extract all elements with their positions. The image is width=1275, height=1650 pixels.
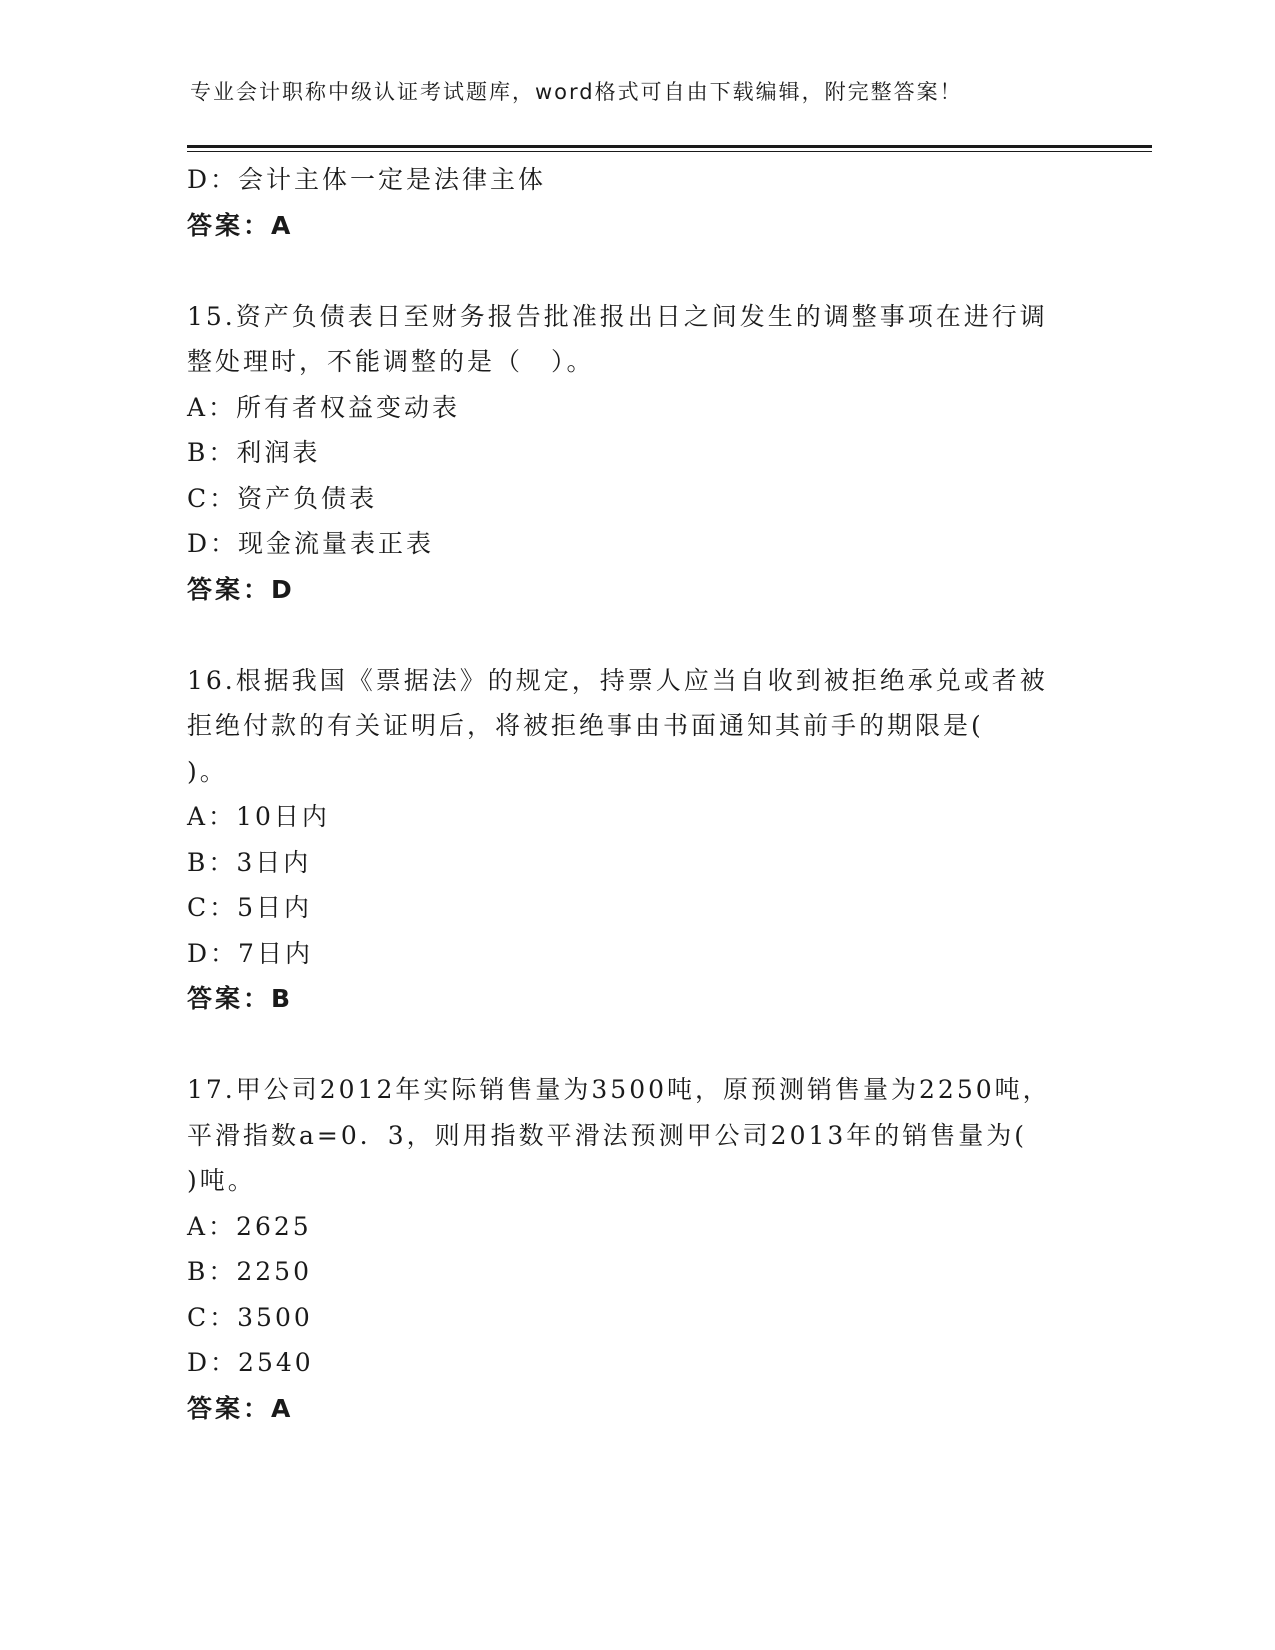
spacer bbox=[187, 248, 1087, 294]
option-b: B：2250 bbox=[187, 1257, 312, 1286]
question-text-line: 17.甲公司2012年实际销售量为3500吨，原预测销售量为2250吨， bbox=[187, 1075, 1051, 1104]
option-d: D：2540 bbox=[187, 1348, 314, 1377]
option-b: B：3日内 bbox=[187, 847, 312, 877]
option-a: A：所有者权益变动表 bbox=[187, 392, 461, 422]
answer: 答案：D bbox=[187, 574, 295, 604]
option-c: C：资产负债表 bbox=[187, 483, 378, 513]
answer: 答案：B bbox=[187, 984, 294, 1013]
option-a: A：10日内 bbox=[187, 802, 330, 831]
header-rule-thin bbox=[187, 151, 1152, 152]
option-d: D：7日内 bbox=[187, 938, 313, 968]
header-rule-thick bbox=[187, 145, 1152, 148]
spacer bbox=[187, 612, 1087, 658]
prev-option-d: D：会计主体一定是法律主体 bbox=[187, 165, 547, 194]
option-b: B：利润表 bbox=[187, 438, 321, 467]
spacer bbox=[187, 1022, 1087, 1068]
answer: 答案：A bbox=[187, 1393, 294, 1423]
question-text-line: 整处理时，不能调整的是（ ）。 bbox=[187, 347, 595, 376]
question-text-line: )。 bbox=[187, 756, 228, 786]
question-text-line: 15.资产负债表日至财务报告批准报出日之间发生的调整事项在进行调 bbox=[187, 301, 1048, 331]
option-c: C：3500 bbox=[187, 1302, 313, 1332]
prev-answer: 答案：A bbox=[187, 210, 294, 240]
page-header: 专业会计职称中级认证考试题库，word格式可自由下载编辑，附完整答案！ bbox=[190, 80, 963, 104]
question-text-line: 平滑指数a=0．3，则用指数平滑法预测甲公司2013年的销售量为( bbox=[187, 1120, 1028, 1150]
option-d: D：现金流量表正表 bbox=[187, 529, 435, 558]
question-text-line: )吨。 bbox=[187, 1166, 256, 1195]
question-15 bbox=[187, 294, 1087, 613]
question-16 bbox=[187, 658, 1087, 1022]
question-text-line: 16.根据我国《票据法》的规定，持票人应当自收到被拒绝承兑或者被 bbox=[187, 665, 1048, 695]
option-c: C：5日内 bbox=[187, 893, 313, 922]
option-a: A：2625 bbox=[187, 1211, 312, 1241]
question-text-line: 拒绝付款的有关证明后，将被拒绝事由书面通知其前手的期限是( bbox=[187, 711, 984, 740]
question-17 bbox=[187, 1067, 1087, 1431]
document-body bbox=[187, 157, 1087, 1431]
